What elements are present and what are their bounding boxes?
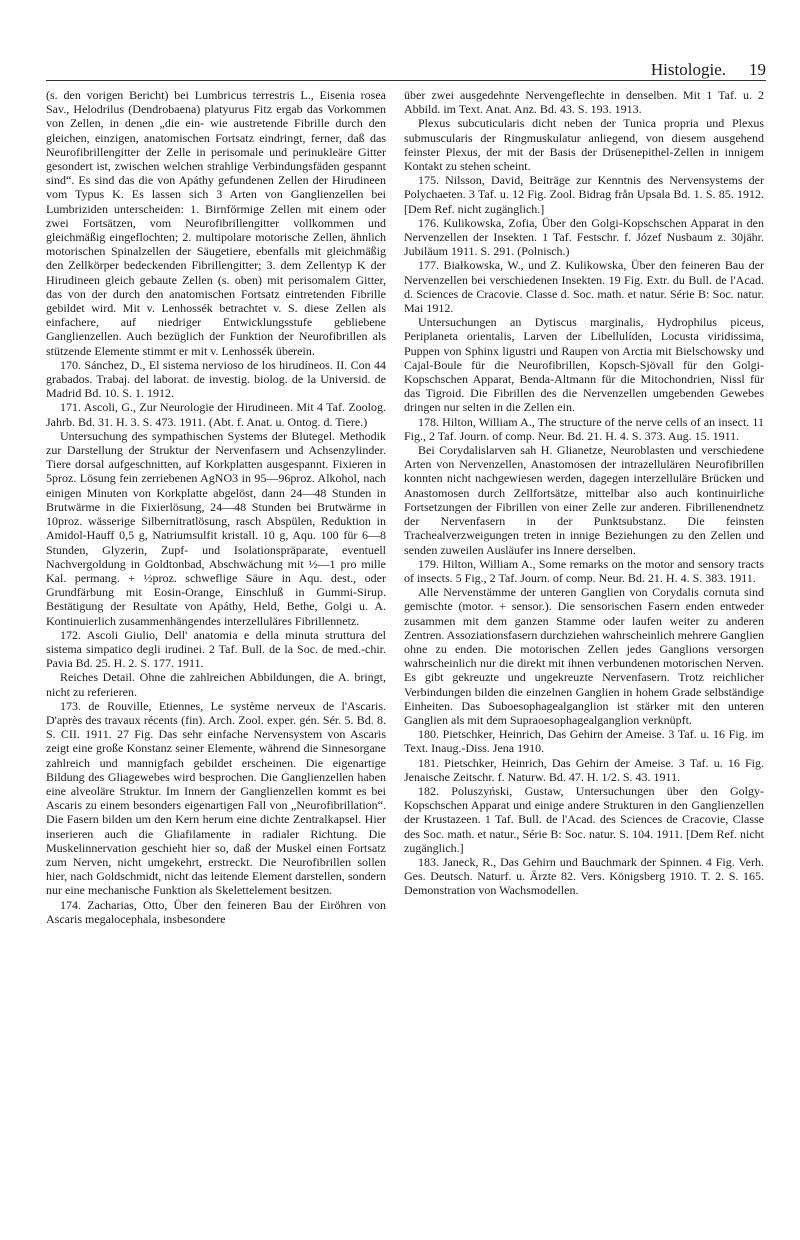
bibliography-entry: 183. Janeck, R., Das Gehirn und Bauchmark der Spinnen. 4 Fig. Verh. Ges. Deutsch. Naturf. u. Ärzte 82. Vers. Königsberg 1910. T. 2. S. 165. Demonstration von Wachsmodellen. [404, 854, 764, 898]
bibliography-entry: 181. Pietschker, Heinrich, Das Gehirn der Ameise. 3 Taf. u. 16 Fig. Jenaische Zeitschr. f. Naturw. Bd. 47. H. 1/2. S. 43. 1911. [404, 755, 764, 784]
paragraph: Untersuchungen an Dytiscus marginalis, Hydrophilus piceus, Periplaneta orientalis, Larven der Libellulíden, Locusta viridissima, Puppen von Sphinx ligustri und Raupen von Arctia mit Bielschowsky und Cajal-Boule für die Neurofibrillen, Kopsch-Sjövall für den Golgi-Kopschschen Apparat, Benda-Altmann für die Mitochondrien, Nissl für das Tigroid. Die Fibrillen des die Nervenzellen umgebenden Gewebes dringen nur selten in die Zellen ein. [404, 315, 764, 415]
paragraph: (s. den vorigen Bericht) bei Lumbricus terrestris L., Eisenia rosea Sav., Helodrilus (Dendrobaena) platyurus Fitz ergab das Vorkommen von Zellen, in denen „die ein- wie austretende Fibrille durch den gleichen, einzigen, anatomischen Fortsatz eindringt, ferner, daß das Neurofibrillengitter der Zelle in perisomale und perinukleäre Gitter gesondert ist, zwischen welchen strahlige Verbindungsfäden gespannt sind“. Es sind das die von Apáthy gefundenen Zellen der Hirudineen vom Typus K. Es lassen sich 3 Arten von Ganglienzellen bei Lumbriziden unterscheiden: 1. Birnförmige Zellen mit einem oder zwei Fortsätzen, vom Neurofibrillengitter vollkommen und gleichmäßig eingeflochten; 2. multipolare motorische Zellen, ähnlich motorischen Spinalzellen der Säugetiere, ebenfalls mit gleichmäßig den Zellkörper bedeckenden Fibrillengitter; 3. dem Zellentyp K der Hirudineen gleich gebaute Zellen (s. oben) mit perisomalem Gitter, das von der durch den anatomischen Fortsatz eintretenden Fibrille gebildet wird. Mit v. Lenhossék betrachtet v. S. diese Zellen als einfachere, auf niedriger Entwicklungsstufe gebliebene Ganglienzellen. Auch bezüglich der Funktion der Neurofibrillen als stützende Elemente stimmt er mit v. Lenhossék überein. [46, 88, 386, 358]
bibliography-entry: 170. Sánchez, D., El sistema nervioso de los hirudíneos. II. Con 44 grabados. Trabaj. del laborat. de investig. biolog. de la Universid. de Madrid Bd. 10. S. 1. 1912. [46, 357, 386, 401]
bibliography-entry: 180. Pietschker, Heinrich, Das Gehirn der Ameise. 3 Taf. u. 16 Fig. im Text. Inaug.-Diss. Jena 1910. [404, 727, 764, 756]
bibliography-entry: 171. Ascoli, G., Zur Neurologie der Hirudineen. Mit 4 Taf. Zoolog. Jahrb. Bd. 31. H. 3. S. 473. 1911. (Abt. f. Anat. u. Ontog. d. Tiere.) [46, 400, 386, 429]
bibliography-entry: 174. Zacharias, Otto, Über den feineren Bau der Eiröhren von Ascaris megalocephala, insbesondere [46, 897, 386, 926]
header-rule [46, 80, 766, 81]
bibliography-entry: 176. Kulikowska, Zofia, Über den Golgi-Kopschschen Apparat in den Nervenzellen der Insekten. 1 Taf. Festschr. f. Józef Nusbaum z. 30jähr. Jubiläum 1911. S. 291. (Polnisch.) [404, 215, 764, 259]
page-number: 19 [749, 60, 766, 79]
paragraph: Plexus subcuticularis dicht neben der Tunica propria und Plexus submuscularis der Ringmuskulatur anliegend, von diesem ausgehend feinster Plexus, der mit der Basis der Drüsenepithel-Zellen in innigem Kontakt zu stehen scheint. [404, 116, 764, 174]
page-header [46, 60, 766, 82]
left-column [46, 88, 386, 926]
bibliography-entry: 179. Hilton, William A., Some remarks on the motor and sensory tracts of insects. 5 Fig., 2 Taf. Journ. of comp. Neur. Bd. 21. H. 4. S. 383. 1911. [404, 556, 764, 585]
running-title: Histologie. [650, 60, 726, 79]
paragraph: Alle Nervenstämme der unteren Ganglien von Corydalis cornuta sind gemischte (motor. + sensor.). Die sensorischen Fasern enden entweder zusammen mit dem ganzen Stamme oder laufen weiter zu anderen Zentren. Assoziationsfasern durchziehen wahrscheinlich mehrere Ganglien ohne zu enden. Die motorischen Zellen jedes Ganglions versorgen wahrscheinlich nur die direkt mit ihnen verbundenen motorischen Nerven. Es gibt gekreuzte und ungekreuzte Nervenfasern. Trotz reichlicher Verbindungen bilden die einzelnen Ganglien in hohem Grade selbständige Einheiten. Das Suboesophagealganglion ist stärker mit den unteren Ganglien als mit dem Supraoesophagealganglion verknüpft. [404, 585, 764, 727]
right-column [404, 88, 764, 898]
paragraph: über zwei ausgedehnte Nervengeflechte in denselben. Mit 1 Taf. u. 2 Abbild. im Text. Anat. Anz. Bd. 43. S. 193. 1913. [404, 88, 764, 117]
paragraph: Untersuchung des sympathischen Systems der Blutegel. Methodik zur Darstellung der Struktur der Nervenfasern und Achsenzylinder. Tiere dorsal aufgeschnitten, auf Korkplatten ausgespannt. Fixieren in 5proz. Lösung fein zerriebenen AgNO3 in 95—96proz. Alkohol, nach einigen Minuten von Korkplatte abgelöst, dann 24—48 Stunden in Brutwärme in die Fixierlösung, 24—48 Stunden bei Brutwärme in 10proz. wässerige Silbernitratlösung, rasch Abspülen, Reduktion in Amidol-Hauff 0,5 g, Natriumsulfit kristall. 10 g, Aqu. 100 für 6—8 Stunden, Glyzerin, Zupf- und Isolationspräparate, eventuell Nachvergoldung in Goldtonbad, Abschwächung mit ½—1 pro mille Kal. permang. + ½proz. schweflige Säure in Aqu. dest., oder Grundfärbung mit Eosin-Orange, Einschluß in Gummi-Sirup. Bestätigung der Resultate von Apáthy, Held, Bethe, Golgi u. A. Kontinuierlich zusammenhängendes interzelluläres Fibrillennetz. [46, 428, 386, 628]
bibliography-entry: 182. Poluszyński, Gustaw, Untersuchungen über den Golgy-Kopschschen Apparat und einige andere Strukturen in den Ganglienzellen der Krustazeen. 1 Taf. Bull. de l'Acad. des Sciences de Cracovie, Classe des Soc. math. et natur., Série B: Soc. natur. S. 104. 1911. [Dem Ref. nicht zugänglich.] [404, 783, 764, 855]
bibliography-entry: 177. Białkowska, W., und Z. Kulikowska, Über den feineren Bau der Nervenzellen bei verschiedenen Insekten. 19 Fig. Extr. du Bull. de l'Acad. d. Sciences de Cracovie. Classe d. Soc. math. et natur. Série B: Soc. natur. Mai 1912. [404, 258, 764, 316]
bibliography-entry: 173. de Rouville, Etiennes, Le système nerveux de l'Ascaris. D'après des travaux récents (fin). Arch. Zool. exper. gén. Sér. 5. Bd. 8. S. CII. 1911. 27 Fig. Das sehr einfache Nervensystem von Ascaris zeigt eine große Konstanz seiner Elemente, während die Sinnesorgane zahlreich und mannigfach gebildet erscheinen. Die eigenartige Bildung des Gliagewebes wird besprochen. Die Ganglienzellen haben eine alveoläre Struktur. Im Innern der Ganglienzellen kommt es bei Ascaris zu einem besonders eigenartigen Fall von „Neurofibrillation“. Die Fasern bilden um den Kern herum eine dichte Zentralkapsel. Hier inserieren auch die Gliafilamente in radialer Richtung. Die Muskelinnervation geschieht hier so, daß der Muskel einen Fortsatz zum Nerven, nicht umgekehrt, erstreckt. Die Neurofibrillen sollen hier, nach Goldschmidt, nicht das leitende Element darstellen, sondern nur eine mechanische Funktion als Skelettelement besitzen. [46, 698, 386, 898]
bibliography-entry: 178. Hilton, William A., The structure of the nerve cells of an insect. 11 Fig., 2 Taf. Journ. of comp. Neur. Bd. 21. H. 4. S. 373. Aug. 15. 1911. [404, 414, 764, 443]
paragraph: Bei Corydalislarven sah H. Glianetze, Neuroblasten und verschiedene Arten von Nervenzellen, Anastomosen der intrazellulären Neurofibrillen konnten nicht nachgewiesen werden, dagegen interzelluläre Brücken und Anastomosen durch Zellfortsätze, mittelbar also auch kontinuirliche Fortsetzungen der Fibrillen von einer Zelle zur anderen. Fibrillenendnetz der Nervenfasern in der Punktsubstanz. Die feinsten Trachealverzweigungen treten in innige Beziehungen zu den Zellen und senden zuweilen Ausläufer ins Innere derselben. [404, 443, 764, 557]
bibliography-entry: 172. Ascoli Giulio, Dell' anatomia e della minuta struttura del sistema simpatico degli irudinei. 2 Taf. Bull. de la Soc. de med.-chir. Pavia Bd. 25. H. 2. S. 177. 1911. [46, 627, 386, 671]
paragraph: Reiches Detail. Ohne die zahlreichen Abbildungen, die A. bringt, nicht zu referieren. [46, 670, 386, 699]
bibliography-entry: 175. Nilsson, David, Beiträge zur Kenntnis des Nervensystems der Polychaeten. 3 Taf. u. 12 Fig. Zool. Bidrag från Upsala Bd. 1. S. 85. 1912. [Dem Ref. nicht zugänglich.] [404, 173, 764, 216]
